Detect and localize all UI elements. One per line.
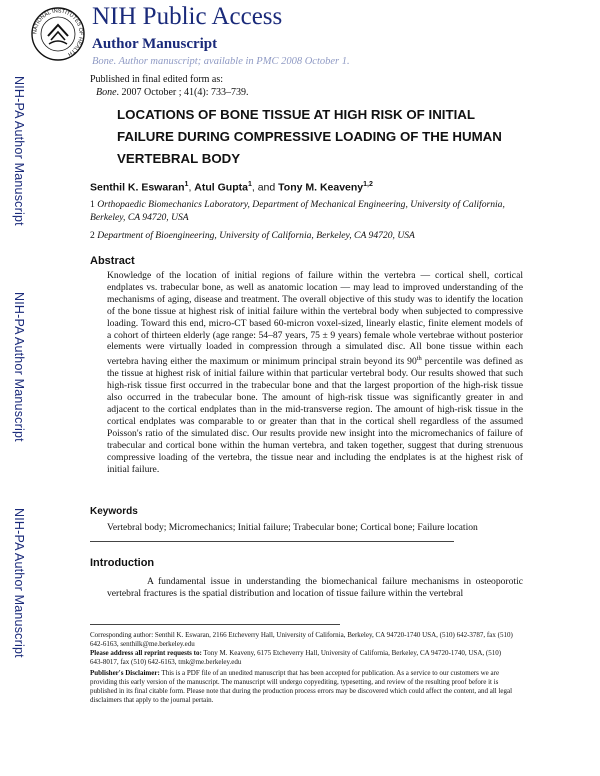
published-in-label: Published in final edited form as:: [90, 74, 224, 85]
affiliation: 1 Orthopaedic Biomechanics Laboratory, Department of Mechanical Engineering, University of California, Berkeley, CA 94720, USA: [90, 199, 505, 223]
author-affiliation-mark: 1: [247, 181, 252, 188]
svg-text:NATIONAL INSTITUTES OF HEALTH: NATIONAL INSTITUTES OF HEALTH: [32, 8, 84, 57]
abstract-body: Knowledge of the location of initial regions of failure within the vertebra — cortical shell, cortical endplates vs. trabecular bone, as well as anatomic location — may lead to improved understanding of the mechanisms of aging, disease and treatment. The overall objective of this study was to identify the location of the bone tissue at highest risk of initial failure within the vertebral body when subjected to compressive loading. Toward this end, micro-CT based 60-micron voxel-sized, linearly elastic, finite element models of a cohort of thirteen elderly (age range: 54–87 years, 75 ± 9 years) female whole vertebrae without posterior elements were virtually loaded in compression through a simulated disc. All bone tissue within each vertebra having either the maximum or minimum principal strain beyond its 90th percentile was defined as the tissue at highest risk of initial failure within that particular vertebral body. Our results showed that such high-risk tissue first occurred in the trabecular bone and that the largest proportion of the high-risk tissue also occurred in the trabecular bone. The amount of high-risk tissue was significantly greater in and adjacent to the cortical endplates than in the mid-transverse region. The amount of high-risk tissue in the cortical endplates was comparable to or greater than that in the cortical shell regardless of the assumed Poisson's ratio of the simulated disc. Our results provide new insight into the micromechanics of failure of trabecular and cortical bone within the human vertebra, and taken together, suggest that during strenuous compressive loading of the vertebra, the tissue near and including the endplates is at the highest risk of initial failure.: [107, 270, 523, 475]
availability-note: Bone. Author manuscript; available in PMC 2008 October 1.: [92, 56, 350, 67]
nih-public-access-title: NIH Public Access: [92, 3, 283, 30]
side-watermark-2: NIH-PA Author Manuscript: [12, 292, 26, 442]
author-manuscript-label: Author Manuscript: [92, 36, 218, 52]
keywords-heading: Keywords: [90, 506, 138, 517]
side-watermark-1: NIH-PA Author Manuscript: [12, 76, 26, 226]
keywords-list: Vertebral body; Micromechanics; Initial failure; Trabecular bone; Cortical bone; Failure location: [107, 522, 478, 533]
author-name: Tony M. Keaveny: [278, 181, 364, 194]
side-watermark-3: NIH-PA Author Manuscript: [12, 508, 26, 658]
publisher-disclaimer: Publisher's Disclaimer: This is a PDF file of an unedited manuscript that has been accepted for publication. As a service to our customers we are providing this early version of the manuscript. The manuscript will undergo copyediting, typesetting, and review of the resulting proof before it is published in its final citable form. Please note that during the production process errors may be discovered which could affect the content, and all legal disclaimers that apply to the journal pertain.: [90, 669, 513, 704]
reprint-requests-note: Please address all reprint requests to: Tony M. Keaveny, 6175 Etcheverry Hall, University of California, Berkeley, CA 94720-1740, USA, (510) 643-8017, fax (510) 642-6163, tmk@me.berkeley.edu: [90, 649, 502, 666]
author-list: Senthil K. Eswaran$^1$, Atul Gupta$^1$, and Tony M. Keaveny$^{1,2}$: [90, 181, 373, 194]
footnote-divider: [90, 624, 340, 625]
affiliation: 2 Department of Bioengineering, University of California, Berkeley, CA 94720, USA: [90, 230, 415, 241]
article-title: LOCATIONS OF BONE TISSUE AT HIGH RISK OF INITIAL FAILURE DURING COMPRESSIVE LOADING OF THE HUMAN VERTEBRAL BODY: [117, 107, 502, 166]
introduction-body: A fundamental issue in understanding the biomechanical failure mechanisms in osteoporotic vertebral fractures is the spatial distribution and location of tissue failure within the vertebral: [107, 576, 523, 599]
journal-name: Bone: [96, 87, 117, 98]
nih-logo: [30, 6, 86, 62]
introduction-heading: Introduction: [90, 557, 155, 569]
citation: Bone. 2007 October ; 41(4): 733–739.: [96, 87, 249, 98]
section-divider: [90, 541, 454, 542]
corresponding-author-note: Corresponding author: Senthil K. Eswaran, 2166 Etcheverry Hall, University of California, Berkeley, CA 94720-1740 USA, (510) 642-3787, fax (510) 642-6163, senthilk@me.berkeley.edu: [90, 631, 513, 648]
author-name: Senthil K. Eswaran: [90, 181, 185, 194]
author-affiliation-mark: 1,2: [363, 181, 373, 188]
author-affiliation-mark: 1: [184, 181, 189, 188]
abstract-heading: Abstract: [90, 255, 135, 267]
author-name: Atul Gupta: [194, 181, 248, 194]
